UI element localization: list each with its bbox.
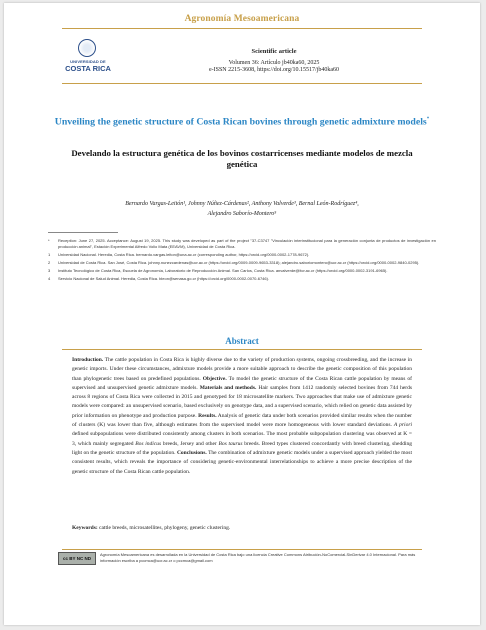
footnotes [48, 238, 436, 284]
keywords [72, 524, 412, 532]
issn-doi-line: e-ISSN 2215-3608, https://doi.org/10.15517/jb40ka60 [208, 67, 340, 73]
footnote [48, 260, 436, 266]
keywords-label: Keywords: [72, 525, 98, 531]
results-label: Results. [196, 412, 217, 419]
conclusions-label: Conclusions. [175, 449, 207, 456]
methods-text: Hair samples from 1412 randomly selected bovines from 744 herds across 8 regions of Costa Rica were collected in 2015 and genotyped for 18 microsatellite markers. Two approaches that make use of admixture genetic models were compared: an unsupervised scenario, based exclusively on genotype data, and a supervised scenario, which relied on genetic data assisted by prior information on phenotype and production purpose. [72, 384, 412, 419]
footnote-number: 4 [48, 276, 51, 281]
university-logo [58, 39, 118, 79]
bos-indicus-term: Bos indicus [135, 440, 162, 447]
creative-commons-badge-icon[interactable]: cc BY NC ND [58, 552, 96, 565]
results-text-d: breeds. Breed types clustered concordantly with breed clustering, shedding light on the genetic structure of the population. [72, 440, 413, 456]
footnote-text: Universidad de Costa Rica. San José, Costa Rica. johnny.nunezcardenas@ucr.ac.cr (https://orcid.org/0009-0009-9653-3318); alejandro.saboriomontero@ucr.ac.cr (https://orcid.org/0000-0002-9840-0295). [58, 260, 420, 265]
footnote [48, 252, 436, 258]
footnote-number: 1 [48, 252, 51, 257]
bos-taurus-term: Bos taurus [218, 440, 243, 447]
title-footnote-marker: * [426, 117, 430, 122]
abstract-body [72, 356, 412, 477]
license-divider [62, 549, 422, 550]
footnote-divider [48, 232, 118, 233]
footnote-number: 2 [48, 260, 51, 265]
logo-university-text: UNIVERSIDAD DE [70, 59, 106, 64]
author-line-1: Bernardo Vargas-Leitón¹, Johnny Núñez-Cárdenas², Anthony Valverde³, Bernal León-Rodríguez⁴, [125, 201, 359, 207]
objective-text: To model the genetic structure of the Costa Rican cattle population by means of supervised and unsupervised genetic admixture models. [72, 375, 412, 391]
footnote-text: Servicio Nacional de Salud Animal. Heredia, Costa Rica. bleon@senasa.go.cr (https://orcid.org/0000-0002-0070-6746). [58, 276, 270, 281]
header-bottom-divider [62, 83, 422, 84]
article-page [4, 3, 480, 625]
a-priori-term: A priori [393, 422, 412, 429]
footnote-number: 3 [48, 268, 51, 273]
footnote [48, 238, 436, 250]
footnote [48, 276, 436, 282]
results-text-c: breeds, Jersey and other [161, 440, 219, 447]
keywords-text: cattle breeds, microsatellites, phylogeny, genetic clustering. [97, 525, 231, 531]
footnote [48, 268, 436, 274]
footnote-text: Reception: June 27, 2025. Acceptance: August 19, 2025. This study was developed as part of the project "37-C3747 "Vinculación interinstitucional para la generación conjunta de productos de investigación en producción animal", Estación Experimental Alfredo Volio Mata (EEAVM), Universidad de Costa Rica. [58, 238, 436, 249]
intro-label: Introduction. [72, 357, 104, 363]
footnote-text: Instituto Tecnológico de Costa Rica, Escuela de Agronomía, Laboratorio de Reproducción Animal. San Carlos, Costa Rica. anvalverde@itcr.ac.cr (https://orcid.org/0000-0002-3191-6965). [58, 268, 388, 273]
footnote-text: Universidad Nacional. Heredia, Costa Rica. bernardo.vargas.leiton@una.ac.cr (corresponding author, https://orcid.org/0000-0002-1778-9672). [58, 252, 310, 257]
abstract-divider [62, 349, 422, 350]
article-type: Scientific article [251, 48, 297, 55]
university-seal-icon [78, 39, 96, 57]
header-divider [62, 28, 422, 29]
author-line-2: Alejandro Saborío-Montero⁵ [207, 211, 277, 217]
article-title [54, 114, 430, 128]
license-text: Agronomía Mesoamericana es desarrollada en la Universidad de Costa Rica bajo una licencia Creative Commons Atribución-NoComercial-SinDerivar 4.0 Internacional. Para más información escriba a pccmca@ucr.ac.cr o pccmca@gmail.com [100, 552, 416, 563]
author-list [59, 199, 425, 219]
results-text-b: defined subpopulations were distributed consistently among clusters in both scenarios. The most probable subpopulation clustering was observed at K = 3, which mainly segregated [72, 431, 412, 447]
article-title-text: Unveiling the genetic structure of Costa Rican bovines through genetic admixture models [54, 116, 427, 128]
methods-label: Materials and methods. [197, 384, 257, 391]
conclusions-text: The combination of admixture genetic models under a supervised approach yielded the most consistent results, which reveals the importance of considering genetic-environmental interrelationships to achieve a more precise description of the genetic structure of the Costa Rican cattle population. [72, 449, 412, 475]
objective-label: Objective. [200, 375, 227, 382]
results-text-a: Analysis of genetic data under both scenarios provided similar results when the number of clusters (K) was lower than five, although estimates from the supervised model were more homogeneous with lower standard deviations. [72, 412, 412, 429]
article-subtitle-spanish: Develando la estructura genética de los bovinos costarricenses mediante modelos de mezcla genética [71, 148, 413, 169]
journal-name: Agronomía Mesoamericana [184, 14, 300, 24]
abstract-heading: Abstract [225, 336, 259, 346]
volume-line: Volumen 36: Artículo jb40ka60, 2025 [228, 60, 320, 66]
logo-country-text: COSTA RICA [65, 64, 111, 73]
intro-text: The cattle population in Costa Rica is highly diverse due to the variety of production systems, ongoing crossbreeding, and the increase in genetic imports. Under these circumstances, admixture models provide a more suitable approach to describe the genetic composition of this population than phylogenetic trees based on predefined populations. [72, 357, 412, 382]
footnote-number: * [48, 238, 50, 243]
